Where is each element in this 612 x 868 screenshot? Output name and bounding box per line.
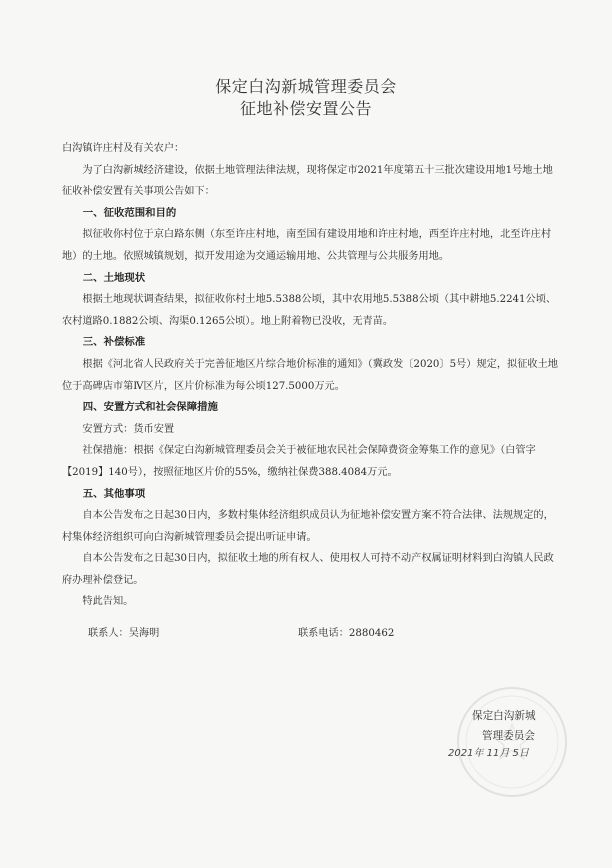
- signature-date: 2021年 11月 5日: [448, 748, 529, 759]
- section-3-paragraph: 根据《河北省人民政府关于完善征地区片综合地价标准的通知》（冀政发〔2020〕5号）规定，拟征收土地位于高碑店市第Ⅳ区片，区片价标准为每公顷127.5000万元。: [62, 358, 558, 392]
- section-4-social-security: 社保措施：根据《保定白沟新城管理委员会关于被征地农民社会保障费资金筹集工作的意见》（白管字【2019】140号），按照征地区片价的55%，缴纳社保费388.4084万元。: [62, 445, 536, 478]
- intro-paragraph: 为了白沟新城经济建设，依据土地管理法律法规，现将保定市2021年度第五十三批次建设用地1号地土地征收补偿安置有关事项公告如下：: [62, 164, 553, 198]
- contact-phone: 联系电话：2880462: [298, 628, 395, 639]
- section-heading-1: 一、征收范围和目的: [82, 206, 177, 219]
- contact-info: [88, 624, 548, 644]
- section-4-placement: 安置方式：货币安置: [82, 423, 175, 435]
- signature-org-line1: 保定白沟新城: [472, 710, 536, 722]
- section-heading-3: 三、补偿标准: [82, 336, 146, 349]
- section-2-paragraph: 根据土地现状调查结果，拟征收你村土地5.5388公顷，其中农用地5.5388公顷（其中耕地5.2241公顷、农村道路0.1882公顷、沟渠0.1265公顷）。地上附着物已没收，无青苗。: [62, 294, 557, 327]
- notice-body: [62, 138, 558, 613]
- page-title: 保定白沟新城管理委员会: [215, 77, 397, 96]
- section-5-paragraph-1: 自本公告发布之日起30日内，多数村集体经济组织成员认为征地补偿安置方案不符合法律、法规规定的，村集体经济组织可向白沟新城管理委员会提出听证申请。: [62, 510, 554, 543]
- section-heading-5: 五、其他事项: [82, 487, 146, 500]
- section-5-paragraph-2: 自本公告发布之日起30日内，拟征收土地的所有权人、使用权人可持不动产权属证明材料到白沟镇人民政府办理补偿登记。: [62, 553, 554, 586]
- closing-line: 特此告知。: [82, 596, 134, 608]
- section-heading-4: 四、安置方式和社会保障措施: [82, 401, 218, 414]
- salutation: 白沟镇许庄村及有关农户：: [62, 143, 185, 154]
- contact-person: 联系人：吴海明: [88, 628, 160, 639]
- section-1-paragraph: 拟征收你村位于京白路东侧（东至许庄村地，南至国有建设用地和许庄村地，西至许庄村地，北至许庄村地）的土地。依照城镇规划，拟开发用途为交通运输用地、公共管理与公共服务用地。: [62, 229, 552, 262]
- signature-org-line2: 管理委员会: [482, 730, 535, 742]
- page-subtitle: 征地补偿安置公告: [239, 99, 372, 118]
- section-heading-2: 二、土地现状: [82, 271, 146, 284]
